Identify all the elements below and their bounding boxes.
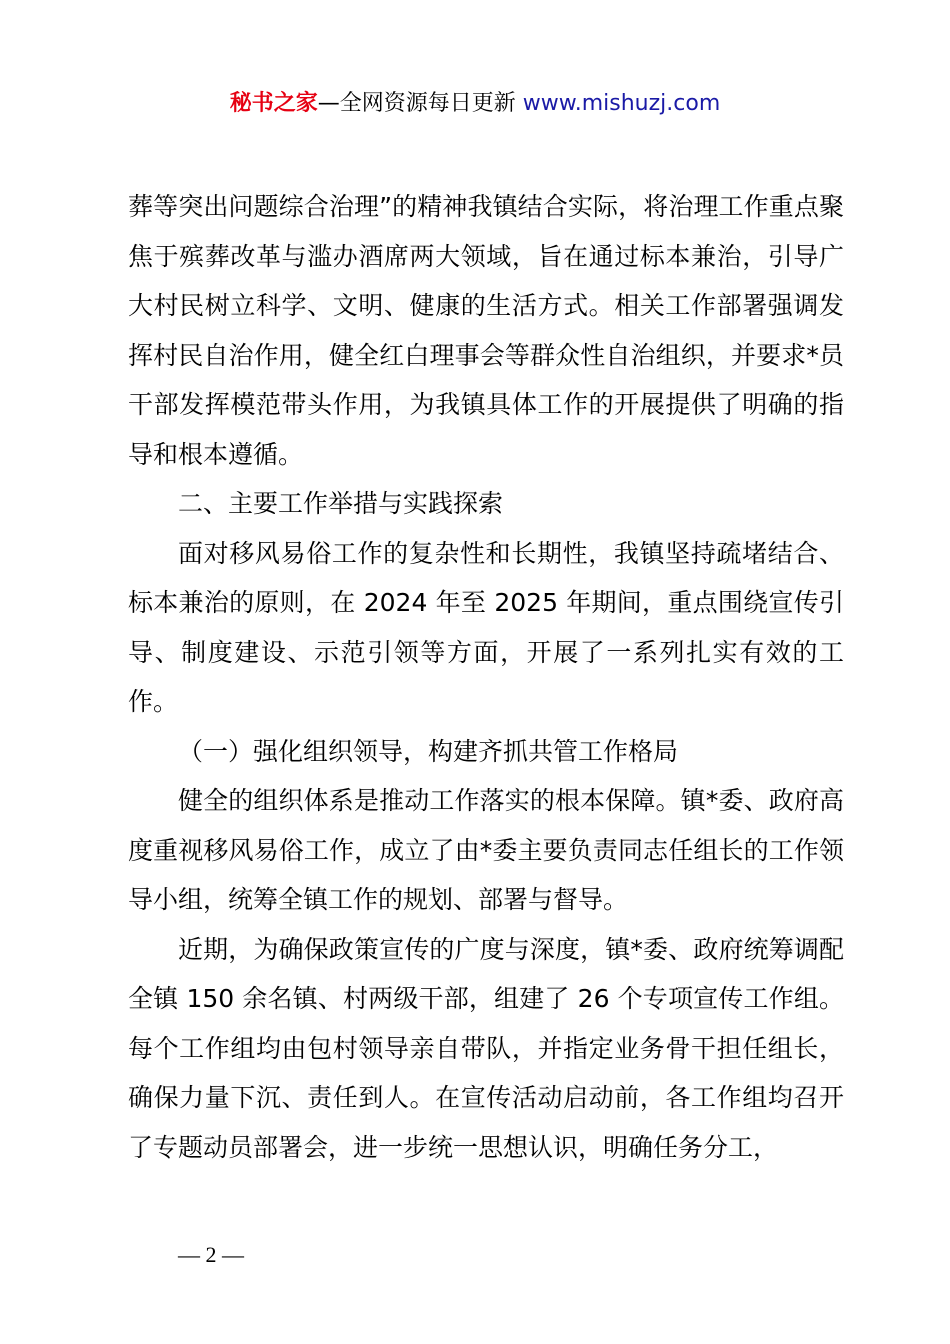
section-heading: 二、主要工作举措与实践探索 (178, 489, 504, 518)
page-header (0, 88, 950, 120)
page-number: — 2 — (178, 1242, 244, 1267)
header-brand: 秘书之家 (229, 91, 318, 116)
subsection-heading: （一）强化组织领导，构建齐抓共管工作格局 (178, 736, 679, 766)
paragraph-recent-work: 近期，为确保政策宣传的广度与深度，镇*委、政府统筹调配全镇 150 余名镇、村两级干部，组建了 26 个专项宣传工作组。每个工作组均由包村领导亲自带队，并指定业务骨干担任组长，确保力量下沉、责任到人。在宣传活动启动前，各工作组均召开了专题动员部署会，进一步统一思想认识，明确任务分工， (128, 934, 844, 1162)
paragraph-continuation: 葬等突出问题综合治理”的精神我镇结合实际，将治理工作重点聚焦于殡葬改革与滥办酒席两大领域，旨在通过标本兼治，引导广大村民树立科学、文明、健康的生活方式。相关工作部署强调发挥村民自治作用，健全红白理事会等群众性自治组织，并要求*员干部发挥模范带头作用，为我镇具体工作的开展提供了明确的指导和根本遵循。 (128, 192, 844, 469)
header-url-link[interactable]: www.mishuzj.com (522, 91, 721, 116)
document-body (128, 182, 844, 1172)
paragraph-intro: 面对移风易俗工作的复杂性和长期性，我镇坚持疏堵结合、标本兼治的原则，在 2024 年至 2025 年期间，重点围绕宣传引导、制度建设、示范引领等方面，开展了一系列扎实有效的工作。 (128, 538, 844, 716)
paragraph-organization: 健全的组织体系是推动工作落实的根本保障。镇*委、政府高度重视移风易俗工作，成立了由*委主要负责同志任组长的工作领导小组，统筹全镇工作的规划、部署与督导。 (128, 786, 844, 914)
header-tagline: —全网资源每日更新 (317, 91, 516, 116)
